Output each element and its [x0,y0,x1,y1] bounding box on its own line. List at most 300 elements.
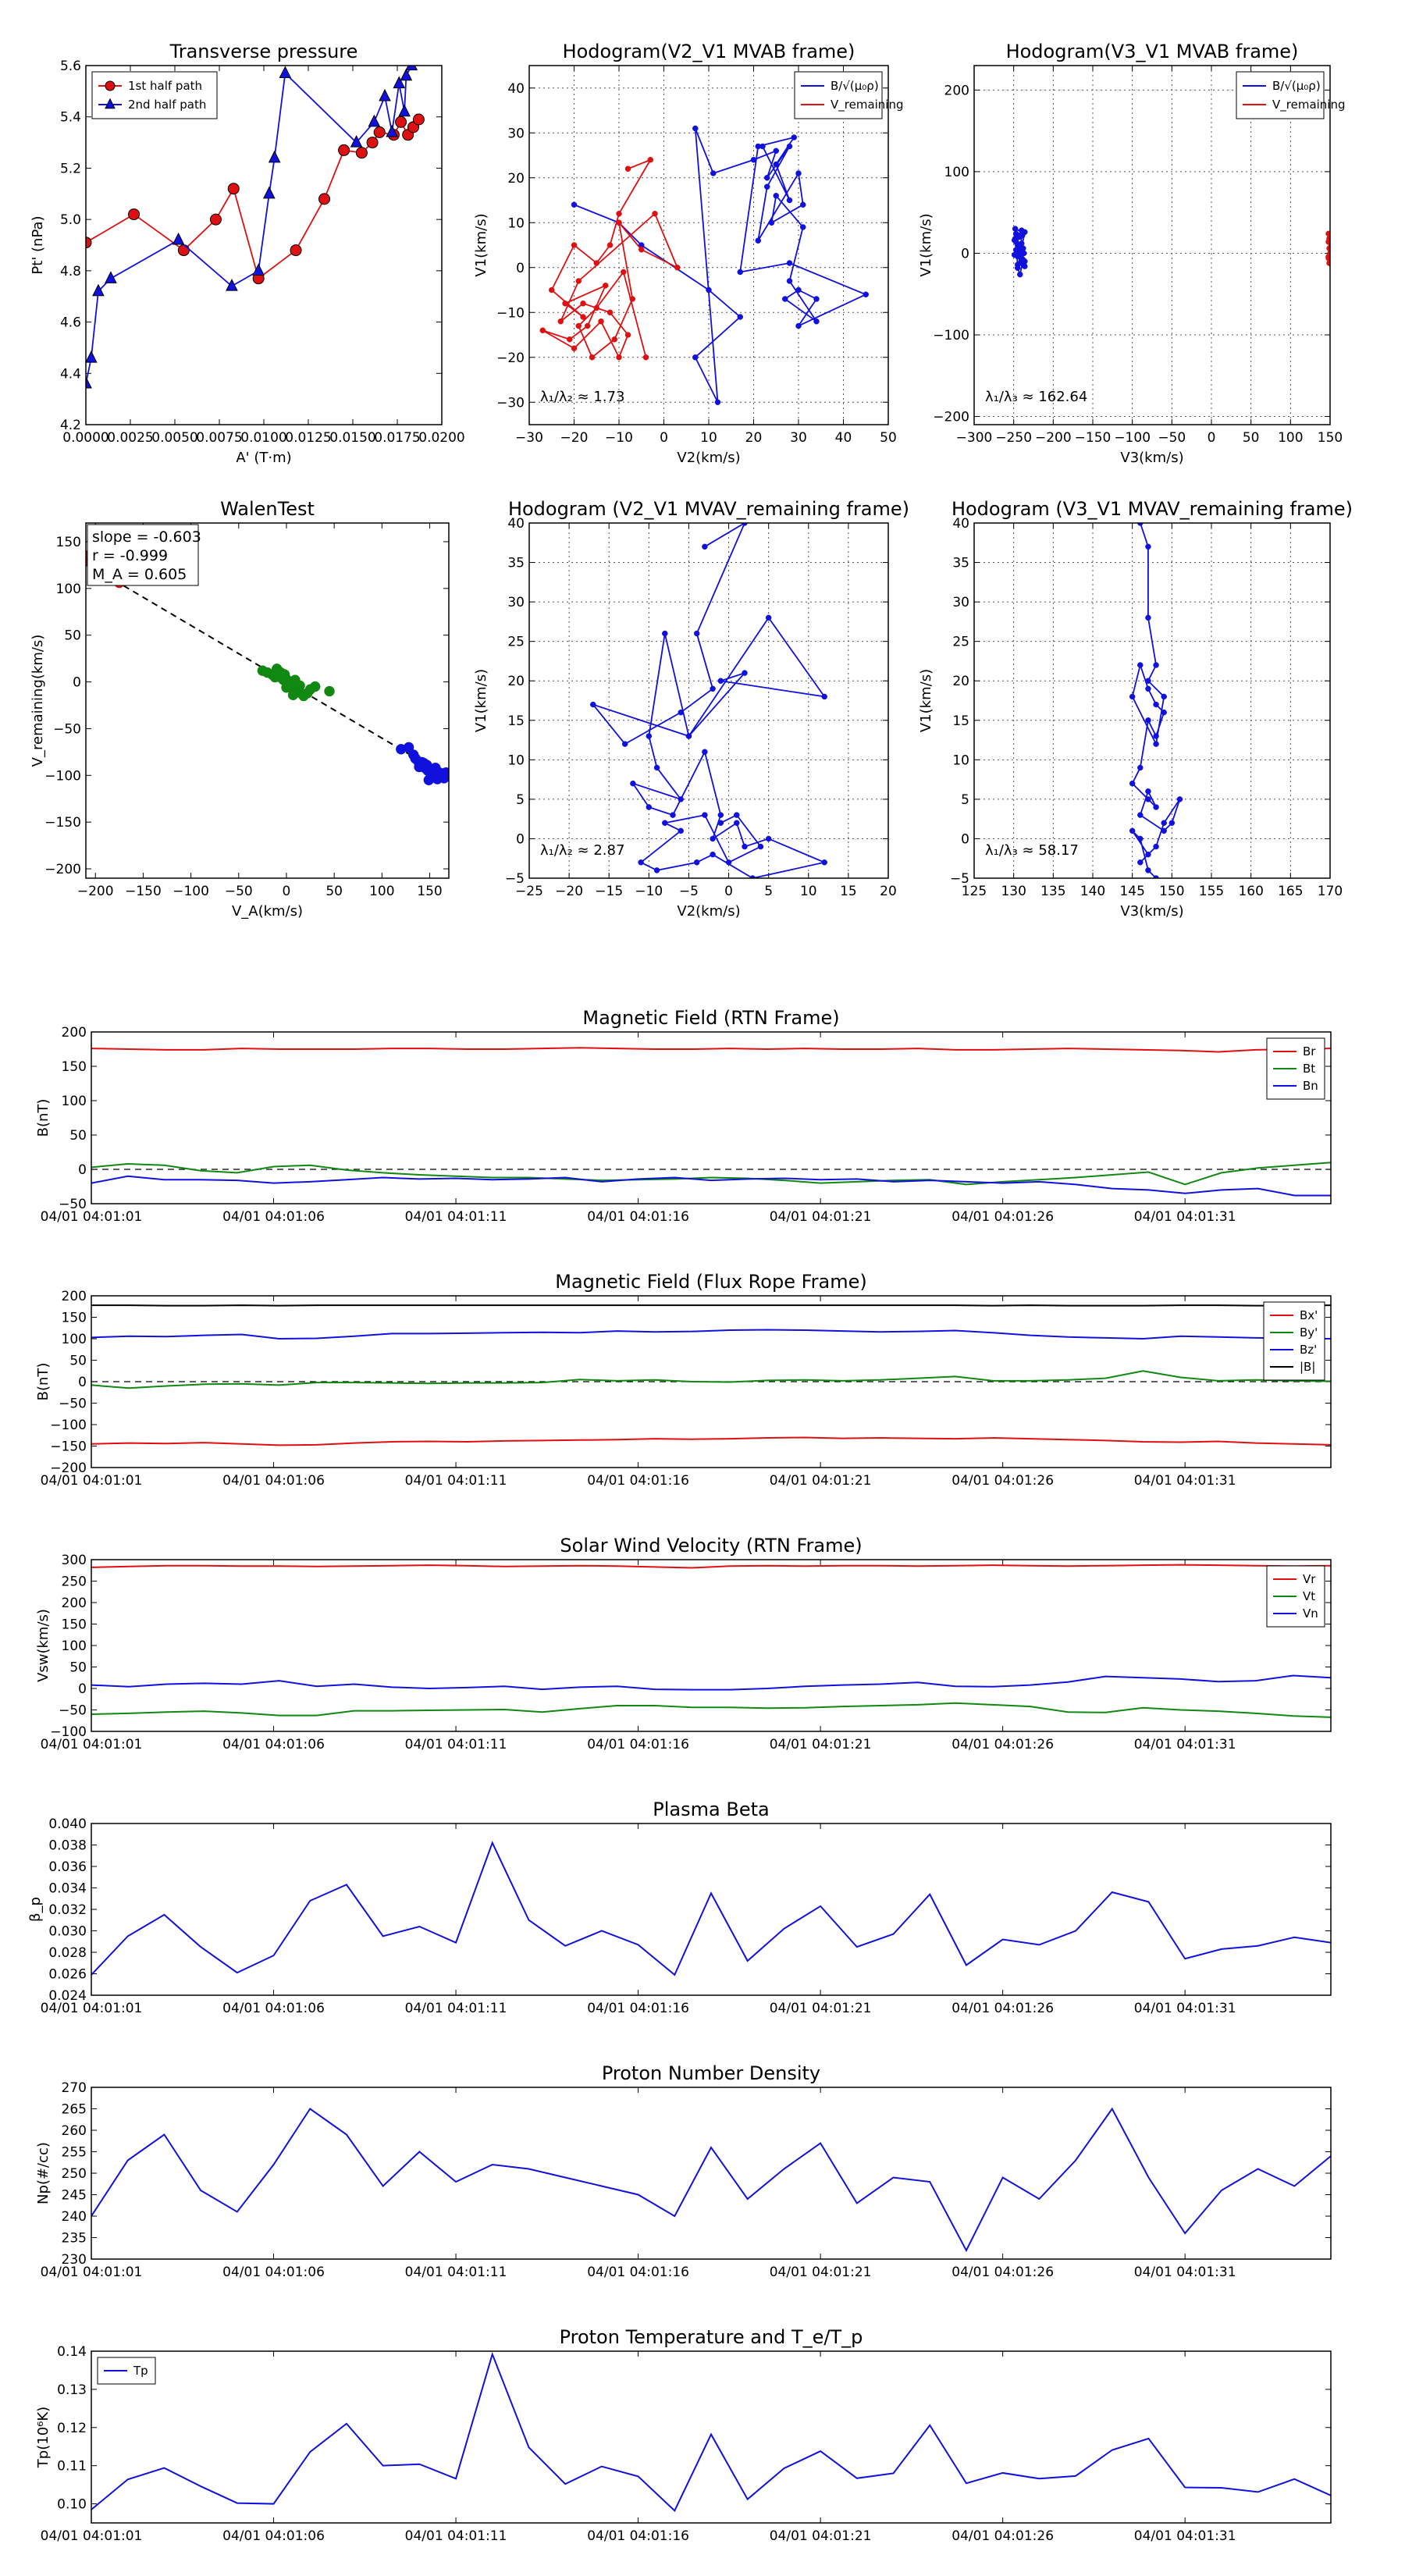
data-point [1326,261,1332,266]
data-point [726,859,731,865]
y-tick-label: 0 [516,831,525,848]
data-point [1329,244,1334,250]
data-point [339,144,350,155]
data-point [702,544,707,550]
legend [1236,72,1346,119]
y-tick-label: 5.4 [59,109,81,126]
y-axis-label: B(nT) [35,1098,52,1137]
legend-label: Bn [1303,1079,1318,1093]
data-point [571,202,577,208]
x-tick-label: 125 [961,884,987,899]
data-point [1137,663,1143,668]
x-axis-label: V2(km/s) [677,903,741,920]
data-point [1145,717,1151,723]
x-tick-label: 100 [1278,430,1304,446]
x-tick-label: −50 [1158,430,1186,446]
x-tick-label: 150 [1159,884,1185,899]
y-tick-label: 0.032 [48,1902,87,1918]
data-point [686,734,692,739]
legend-label: 1st half path [128,79,203,93]
y-tick-label: 35 [507,555,525,571]
x-tick-label: 0.0000 [62,430,109,446]
y-tick-label: 150 [55,534,81,550]
data-point [692,126,698,131]
legend-label: V_remaining [1272,98,1346,112]
panel-h3 [473,498,909,920]
x-tick-label: 04/01 04:01:06 [222,2528,325,2544]
y-tick-label: 20 [507,170,525,187]
data-point [1177,796,1183,802]
data-point [612,336,617,342]
series-line [91,1565,1331,1568]
data-point [1145,788,1151,794]
series-line [91,2354,1331,2510]
data-point [822,859,827,865]
x-tick-label: 04/01 04:01:06 [222,1737,325,1752]
chart-title: Solar Wind Velocity (RTN Frame) [560,1535,863,1557]
legend-label: By' [1300,1325,1318,1340]
stats-box [87,525,201,585]
data-point [290,245,301,256]
data-point [742,844,748,849]
legend-label: Bx' [1300,1308,1318,1322]
y-tick-label: 40 [507,516,525,532]
x-tick-label: 04/01 04:01:16 [587,2001,689,2016]
data-point [269,151,280,162]
data-layer [91,2354,1331,2510]
data-point [607,310,613,315]
x-tick-label: 04/01 04:01:26 [951,2001,1055,2016]
y-tick-label: 150 [61,1617,87,1633]
legend [1264,1302,1325,1380]
y-tick-label: 4.8 [59,263,81,279]
x-tick-label: 50 [880,430,897,446]
y-tick-label: 25 [952,634,969,650]
data-point [571,346,577,351]
data-point [540,328,546,333]
x-tick-label: −200 [76,884,114,899]
data-point [400,69,411,80]
data-point [692,354,698,360]
legend [1267,1566,1325,1627]
data-point [715,400,720,405]
data-point [774,148,779,154]
y-tick-label: −50 [59,1703,87,1719]
data-point [1145,678,1151,684]
data-point [678,710,684,715]
data-point [1161,820,1167,826]
data-point [718,678,724,684]
y-tick-label: −100 [44,768,81,785]
x-axis-label: A' (T·m) [236,450,292,466]
y-tick-label: 0.13 [57,2382,87,2398]
chart-title: Hodogram (V3_V1 MVAV_remaining frame) [951,498,1353,520]
x-tick-label: 0.0200 [418,430,465,446]
data-point [800,225,806,230]
data-point [581,301,586,306]
x-tick-label: 0.0175 [374,430,421,446]
x-tick-label: 10 [700,430,717,446]
data-point [210,214,221,225]
y-tick-label: 30 [952,595,969,611]
data-point [1161,828,1167,834]
y-axis-label: Tp(10⁶K) [35,2406,52,2468]
y-tick-label: −200 [44,862,81,878]
x-tick-label: 04/01 04:01:16 [587,1737,689,1752]
data-point [590,702,596,707]
y-tick-label: −10 [496,305,525,322]
x-tick-label: 04/01 04:01:01 [40,2001,143,2016]
y-tick-label: 200 [61,1596,87,1611]
y-tick-label: 0.11 [57,2458,87,2475]
chart-title: Magnetic Field (RTN Frame) [582,1007,840,1029]
data-point [800,202,806,208]
x-tick-label: 04/01 04:01:26 [951,1209,1055,1225]
x-tick-label: −150 [1074,430,1112,446]
data-point [325,686,335,696]
legend-label: Tp [133,2364,148,2378]
x-tick-label: 165 [1278,884,1304,899]
data-point [558,318,564,324]
legend-label: 2nd half path [128,98,207,112]
plot-frame [86,66,442,425]
series-line [574,129,866,403]
y-tick-label: 100 [944,164,969,180]
x-tick-label: 04/01 04:01:16 [587,1209,689,1225]
series-line [91,1048,1331,1051]
series-line [91,1176,1331,1196]
data-point [310,681,320,692]
y-tick-label: −5 [949,871,969,887]
data-point [178,245,189,256]
y-tick-label: 235 [61,2230,87,2247]
data-point [1161,694,1167,699]
x-tick-label: 04/01 04:01:06 [222,1473,325,1489]
data-point [589,354,595,360]
y-tick-label: 10 [507,753,525,769]
data-point [105,272,116,283]
plot-frame [529,523,888,878]
plot-frame [91,2351,1331,2523]
data-point [787,261,792,266]
x-tick-label: 100 [369,884,395,899]
legend-label: Bt [1303,1062,1316,1076]
plot-frame [974,66,1330,425]
legend-label: B/√(μ₀ρ) [831,79,879,93]
y-axis-label: Pt' (nPa) [30,215,46,275]
ratio-annotation: λ₁/λ₂ ≈ 2.87 [540,842,625,859]
data-point [863,292,869,297]
legend-label: |B| [1300,1360,1316,1374]
data-point [1154,844,1159,849]
x-tick-label: 0.0150 [329,430,376,446]
x-tick-label: −20 [560,430,589,446]
data-point [617,220,622,226]
data-point [319,194,330,205]
data-point [226,279,237,290]
data-point [769,220,774,226]
data-point [576,279,582,284]
legend-label: B/√(μ₀ρ) [1272,79,1321,93]
x-tick-label: 04/01 04:01:26 [951,2528,1055,2544]
data-layer [590,521,827,881]
y-tick-label: −50 [59,1197,87,1212]
x-tick-label: 50 [325,884,343,899]
y-tick-label: 100 [61,1332,87,1347]
data-point [406,59,417,70]
series-line [91,1329,1331,1339]
y-tick-label: −150 [44,815,81,831]
series-line [542,160,678,358]
data-point [814,318,820,324]
x-tick-label: 04/01 04:01:06 [222,2265,325,2280]
x-tick-label: −20 [555,884,584,899]
data-point [764,184,770,190]
x-tick-label: 10 [799,884,817,899]
data-point [105,81,115,91]
y-tick-label: −200 [933,409,969,425]
y-tick-label: 100 [61,1094,87,1109]
data-point [379,90,390,101]
y-tick-label: 0.036 [48,1859,87,1875]
panel-b_rtn [35,1007,1331,1225]
data-point [638,247,644,252]
data-point [654,867,660,873]
x-tick-label: 0.0050 [151,430,198,446]
y-tick-label: 10 [952,753,969,769]
data-point [1154,702,1159,707]
y-tick-label: 0 [78,1375,87,1390]
data-point [1012,226,1018,232]
data-point [764,175,770,180]
y-tick-label: 300 [61,1553,87,1568]
data-point [576,323,582,329]
data-point [1145,615,1151,621]
data-point [1019,228,1024,233]
data-point [787,197,792,203]
data-point [718,813,724,818]
data-point [787,279,792,284]
x-tick-label: −10 [605,430,633,446]
y-tick-label: 260 [61,2123,87,2139]
y-tick-label: 5 [516,792,525,808]
x-tick-label: 0.0125 [285,430,332,446]
x-axis-label: V3(km/s) [1120,450,1184,466]
data-point [814,297,820,302]
y-tick-label: 0 [78,1681,87,1697]
data-point [549,287,554,293]
y-tick-label: 0 [78,1162,87,1178]
data-point [1137,836,1143,841]
chart-title: WalenTest [220,498,315,520]
y-tick-label: 4.2 [59,418,81,433]
data-point [419,758,429,768]
series-line [91,1703,1331,1717]
data-point [638,859,644,865]
data-point [678,796,684,802]
chart-title: Magnetic Field (Flux Rope Frame) [555,1271,867,1293]
y-tick-label: 5.0 [59,212,81,229]
x-tick-label: 04/01 04:01:21 [769,1209,872,1225]
series-line [91,1843,1331,1975]
data-point [1169,820,1175,826]
data-point [774,193,779,198]
data-point [734,813,739,818]
x-tick-label: 04/01 04:01:21 [769,2265,872,2280]
x-tick-label: 0.0075 [196,430,243,446]
y-tick-label: 50 [69,1128,87,1144]
y-tick-label: 5.2 [59,161,81,177]
legend-label: Bz' [1300,1343,1318,1357]
panel-b_fr [35,1271,1331,1489]
data-point [129,209,140,220]
x-tick-label: 04/01 04:01:31 [1133,2001,1236,2016]
y-tick-label: 0 [961,831,969,848]
data-point [367,137,378,148]
y-tick-label: 240 [61,2209,87,2225]
data-point [581,315,586,320]
x-axis-label: V2(km/s) [677,450,741,466]
y-tick-label: 15 [952,713,969,729]
x-tick-label: 20 [880,884,897,899]
data-point [694,631,699,636]
data-point [425,767,436,777]
x-tick-label: 40 [834,430,852,446]
x-tick-label: −150 [125,884,162,899]
data-point [706,287,712,293]
y-tick-label: 0 [516,260,525,276]
panel-h1 [473,41,904,466]
data-point [1017,246,1023,251]
data-point [702,813,707,818]
x-tick-label: 130 [1001,884,1026,899]
data-point [1021,251,1026,256]
y-tick-label: 0 [73,674,81,691]
chart-title: Hodogram (V2_V1 MVAV_remaining frame) [507,498,910,520]
data-point [1154,805,1159,810]
data-point [599,318,604,324]
panel-h2 [918,41,1346,466]
plot-frame [91,2087,1331,2259]
x-tick-label: 04/01 04:01:31 [1133,1473,1236,1489]
ratio-annotation: λ₁/λ₃ ≈ 162.64 [985,389,1088,405]
x-tick-label: −15 [595,884,624,899]
y-tick-label: −200 [50,1461,87,1476]
y-tick-label: −50 [59,1396,87,1412]
series-line [91,1371,1331,1388]
data-point [1129,781,1135,786]
x-tick-label: 0.0100 [240,430,287,446]
x-tick-label: 150 [1317,430,1343,446]
data-point [630,781,635,786]
x-tick-label: 0 [1207,430,1216,446]
data-point [1015,265,1020,271]
data-point [617,354,622,360]
x-tick-label: 04/01 04:01:01 [40,1737,143,1752]
y-tick-label: 100 [61,1638,87,1654]
legend-label: Vn [1303,1606,1318,1621]
y-tick-label: 0.026 [48,1966,87,1983]
x-tick-label: −100 [1114,430,1151,446]
data-point [594,305,599,311]
x-tick-label: −10 [635,884,663,899]
y-axis-label: V_remaining(km/s) [30,634,46,767]
data-point [787,144,792,149]
x-tick-label: 04/01 04:01:26 [951,1473,1055,1489]
x-tick-label: 04/01 04:01:21 [769,2528,872,2544]
data-point [435,770,445,780]
data-point [758,844,763,849]
y-tick-label: −5 [504,871,525,887]
data-point [86,351,97,362]
stat-line: M_A = 0.605 [92,566,187,583]
data-point [796,287,802,293]
data-point [710,171,716,176]
data-point [782,297,788,302]
legend-label: Br [1303,1044,1316,1059]
chart-title: Plasma Beta [653,1799,770,1820]
y-tick-label: 150 [61,1059,87,1075]
y-tick-label: −100 [50,1418,87,1433]
data-point [1013,231,1019,237]
ratio-annotation: λ₁/λ₂ ≈ 1.73 [540,389,625,405]
data-point [674,265,680,270]
x-tick-label: 0 [282,884,291,899]
data-point [1022,264,1027,269]
data-point [738,315,743,320]
data-point [1012,237,1017,243]
y-tick-label: −150 [50,1439,87,1455]
data-point [742,671,748,676]
y-tick-label: 5 [961,792,969,808]
data-point [594,261,599,266]
x-tick-label: 04/01 04:01:21 [769,2001,872,2016]
data-point [563,301,568,306]
x-tick-label: 04/01 04:01:26 [951,1737,1055,1752]
y-axis-label: Np(#/cc) [35,2142,52,2204]
x-tick-label: 160 [1238,884,1264,899]
data-layer [1012,226,1335,278]
data-point [756,238,761,244]
data-point [1145,867,1151,873]
data-point [1137,813,1143,818]
y-tick-label: −20 [496,350,525,366]
y-tick-label: 30 [507,595,525,611]
x-tick-label: 20 [745,430,763,446]
data-point [571,243,577,248]
data-point [173,233,184,244]
data-point [710,852,716,857]
data-point [1145,796,1151,802]
chart-title: Hodogram(V2_V1 MVAB frame) [562,41,855,62]
y-tick-label: 250 [61,1574,87,1590]
legend [795,72,904,119]
x-tick-label: 5 [764,884,774,899]
y-tick-label: 200 [944,83,969,99]
x-axis-label: V3(km/s) [1120,903,1184,920]
data-point [662,820,667,826]
y-tick-label: 30 [507,126,525,142]
panel-walen [30,498,454,920]
panel-pt [30,41,465,466]
stat-line: r = -0.999 [92,547,169,564]
data-point [760,144,766,149]
y-tick-label: −100 [50,1724,87,1740]
y-tick-label: 0.038 [48,1838,87,1854]
data-point [670,813,676,818]
x-tick-label: 0.0025 [107,430,154,446]
data-layer [91,1843,1331,1975]
